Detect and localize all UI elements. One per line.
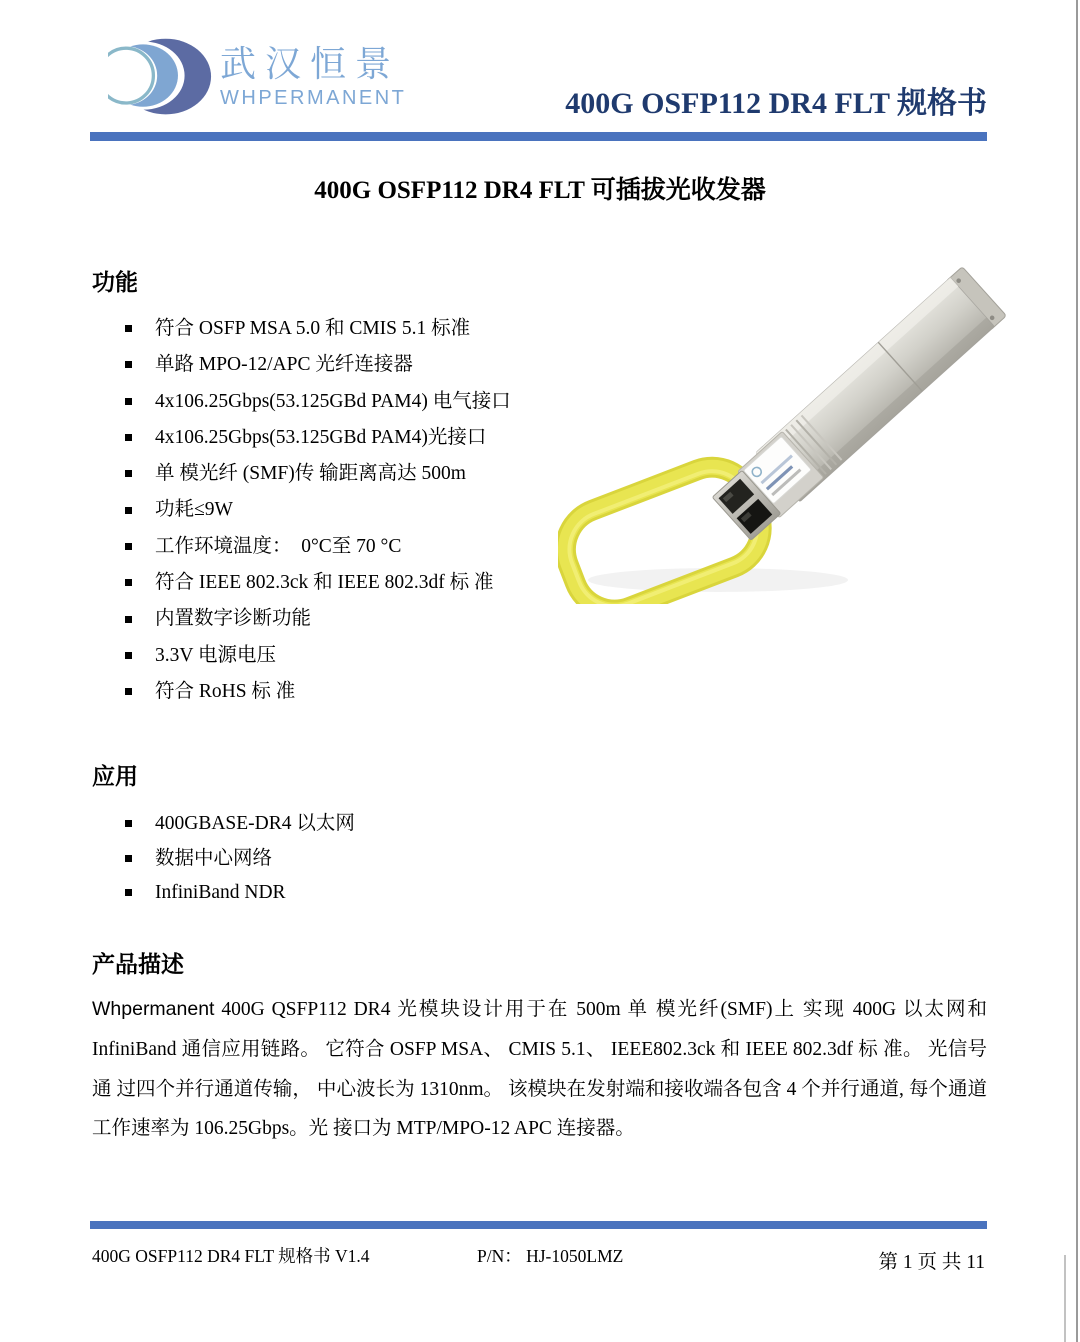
- applications-list: [92, 807, 355, 911]
- list-item: [92, 492, 511, 528]
- description-heading: 产品描述: [92, 951, 184, 977]
- list-item: [92, 456, 511, 492]
- feature-text: 符合 OSFP MSA 5.0 和 CMIS 5.1 标准: [155, 318, 471, 339]
- page-title: 400G OSFP112 DR4 FLT 可插拔光收发器: [314, 177, 766, 204]
- bullet-icon: [125, 325, 132, 332]
- list-item: [92, 420, 511, 456]
- bullet-icon: [125, 688, 132, 695]
- feature-text: 4x106.25Gbps(53.125GBd PAM4) 电气接口: [155, 390, 511, 412]
- module-body: [710, 267, 1007, 544]
- bullet-icon: [125, 855, 132, 862]
- list-item: [92, 565, 511, 601]
- header-rule: [90, 132, 987, 141]
- feature-text: 功耗≤9W: [155, 499, 233, 521]
- list-item: [92, 638, 511, 674]
- feature-text: 符合 IEEE 802.3ck 和 IEEE 802.3df 标 准: [155, 572, 494, 594]
- company-logo-text: [220, 44, 406, 110]
- applications-heading: 应用: [92, 763, 138, 789]
- feature-text: 单路 MPO-12/APC 光纤连接器: [155, 354, 413, 376]
- bullet-icon: [125, 889, 132, 896]
- document-title: 400G OSFP112 DR4 FLT 规格书: [565, 87, 987, 120]
- feature-text: 3.3V 电源电压: [155, 644, 276, 666]
- footer-page-number: 第 1 页 共 11: [878, 1252, 985, 1273]
- bullet-icon: [125, 652, 132, 659]
- brand-name: Whpermanent: [92, 998, 215, 1020]
- footer-rule: [90, 1221, 987, 1229]
- description-paragraph: [92, 990, 987, 1149]
- bullet-icon: [125, 470, 132, 477]
- list-item: [92, 842, 355, 877]
- page-edge-line-secondary: [1064, 1255, 1066, 1342]
- list-item: [92, 807, 355, 842]
- application-text: 数据中心网络: [155, 847, 273, 869]
- bullet-icon: [125, 398, 132, 405]
- bullet-icon: [125, 579, 132, 586]
- bullet-icon: [125, 820, 132, 827]
- footer-part-number: P/N： HJ-1050LMZ: [477, 1246, 624, 1266]
- bullet-icon: [125, 434, 132, 441]
- bullet-icon: [125, 616, 132, 623]
- list-item: [92, 876, 355, 911]
- feature-text: 单 模光纤 (SMF)传 输距离高达 500m: [155, 463, 466, 485]
- features-list: [92, 311, 511, 710]
- bullet-icon: [125, 507, 132, 514]
- application-text: 400GBASE-DR4 以太网: [155, 813, 355, 834]
- list-item: [92, 601, 511, 637]
- list-item: [92, 529, 511, 565]
- application-text: InfiniBand NDR: [155, 882, 286, 904]
- bullet-icon: [125, 543, 132, 550]
- list-item: [92, 384, 511, 420]
- feature-text: 内置数字诊断功能: [155, 608, 312, 630]
- company-name-en: WHPERMANENT: [220, 87, 407, 109]
- list-item: [92, 674, 511, 710]
- list-item: [92, 311, 511, 347]
- product-image: [558, 262, 1010, 604]
- company-logo-icon: [108, 36, 212, 118]
- footer-doc-version: 400G OSFP112 DR4 FLT 规格书 V1.4: [92, 1246, 370, 1266]
- company-logo: [108, 36, 406, 118]
- company-name-cn: 武汉恒景: [220, 43, 401, 84]
- feature-text: 符合 RoHS 标 准: [155, 680, 296, 702]
- description-text: 400G QSFP112 DR4 光模块设计用于在 500m 单 模光纤(SMF)上 实现 400G 以太网和 InfiniBand 通信应用链路。 它符合 OSFP MSA、 CMIS 5.1、 IEEE802.3ck 和 IEEE 802.3df 标 准。 光信号通 过四个并行通道传输， 中心波长为 1310nm。 该模块在发射端和接收端各包含 4 个并行通道, 每个通道工作速率为 106.25Gbps。光 接口为 MTP/MPO-12 APC 连接器。: [92, 999, 987, 1140]
- page-edge-line: [1076, 0, 1078, 1342]
- feature-text: 工作环境温度： 0°C至 70 °C: [155, 535, 402, 557]
- feature-text: 4x106.25Gbps(53.125GBd PAM4)光接口: [155, 426, 487, 448]
- bullet-icon: [125, 361, 132, 368]
- list-item: [92, 347, 511, 383]
- features-heading: 功能: [92, 269, 138, 295]
